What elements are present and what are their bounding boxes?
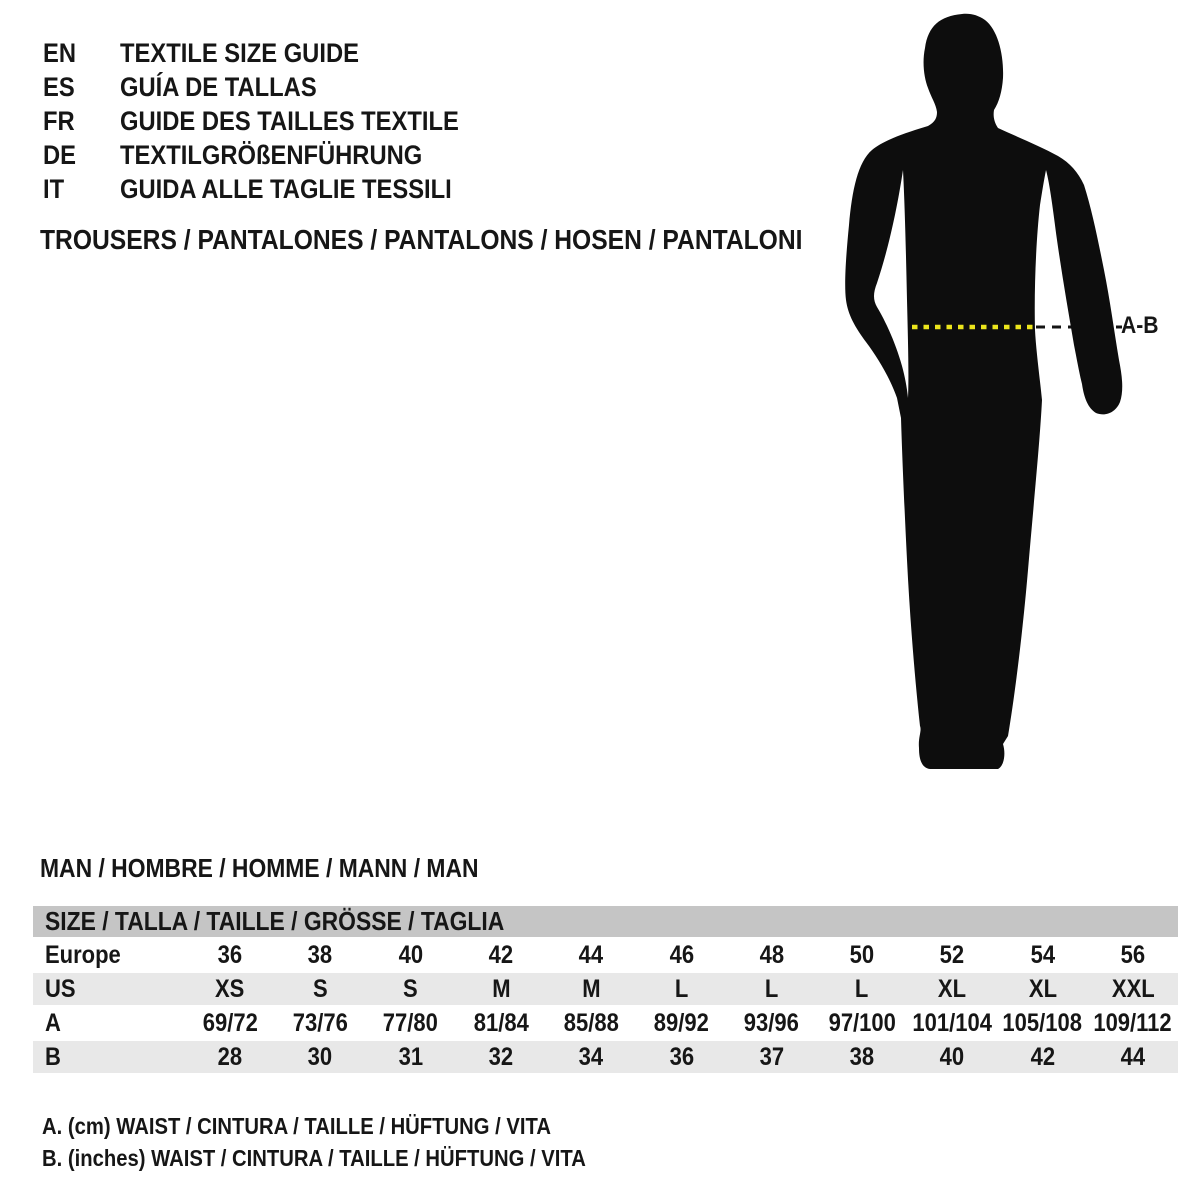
man-silhouette-figure (820, 0, 1200, 800)
table-cell: 54 (1030, 940, 1055, 969)
table-cell: 34 (578, 1042, 604, 1071)
table-cell: 56 (1120, 940, 1146, 969)
table-cell: L (855, 974, 869, 1003)
lang-code: EN (43, 37, 77, 68)
lang-label: TEXTILGRÖßENFÜHRUNG (120, 139, 423, 170)
row-label: Europe (45, 940, 121, 969)
lang-code: FR (43, 105, 75, 136)
waist-measure-label: A-B (1121, 312, 1159, 339)
table-cell: 73/76 (292, 1008, 348, 1037)
table-cell: 46 (669, 940, 694, 969)
table-cell: M (582, 974, 601, 1003)
table-cell: 36 (217, 940, 243, 969)
table-cell: 69/72 (202, 1008, 258, 1037)
lang-label: GUIDE DES TAILLES TEXTILE (120, 105, 459, 136)
man-silhouette (820, 0, 1200, 800)
lang-code: ES (43, 71, 75, 102)
table-cell: 30 (308, 1042, 333, 1071)
lang-item-en (43, 36, 505, 70)
table-row-b-inches (33, 1041, 1178, 1073)
table-cell: 37 (759, 1042, 785, 1071)
table-cell: XL (938, 974, 967, 1003)
table-cell: XXL (1111, 974, 1155, 1003)
table-cell: M (491, 974, 511, 1003)
table-cell: 32 (488, 1042, 514, 1071)
lang-item-es (43, 70, 505, 104)
table-cell: 38 (308, 940, 333, 969)
footnote-a: A. (cm) WAIST / CINTURA / TAILLE / HÜFTUNG / VITA (42, 1112, 551, 1139)
table-row-a-cm (33, 1007, 1178, 1039)
lang-code: IT (43, 173, 65, 204)
row-label: B (45, 1042, 61, 1071)
table-cell: 40 (940, 1042, 965, 1071)
language-guide-list (43, 36, 505, 206)
table-cell: 28 (217, 1042, 243, 1071)
table-cell: 42 (1030, 1042, 1055, 1071)
table-cell: 89/92 (653, 1008, 709, 1037)
table-row-europe (33, 939, 1178, 971)
lang-item-fr (43, 104, 505, 138)
row-label: A (45, 1008, 61, 1037)
table-cell: S (403, 974, 419, 1003)
table-cell: L (674, 974, 689, 1003)
size-table (33, 906, 1178, 1073)
table-cell: 101/104 (912, 1008, 992, 1037)
lang-item-it (43, 172, 505, 206)
table-cell: 44 (578, 940, 604, 969)
footnote-b: B. (inches) WAIST / CINTURA / TAILLE / HÜFTUNG / VITA (42, 1144, 586, 1171)
category-heading: TROUSERS / PANTALONES / PANTALONS / HOSEN / PANTALONI (40, 224, 803, 255)
table-cell: 31 (398, 1042, 423, 1071)
table-cell: XS (215, 974, 245, 1003)
lang-label: TEXTILE SIZE GUIDE (120, 37, 359, 68)
footnotes (42, 1110, 660, 1174)
size-table-header: SIZE / TALLA / TAILLE / GRÖSSE / TAGLIA (33, 906, 1178, 937)
table-cell: 50 (849, 940, 875, 969)
table-cell: 36 (669, 1042, 694, 1071)
table-cell: 93/96 (744, 1008, 800, 1037)
table-cell: 52 (940, 940, 965, 969)
table-row-us (33, 973, 1178, 1005)
table-cell: 77/80 (383, 1008, 439, 1037)
table-cell: 40 (398, 940, 423, 969)
table-cell: 97/100 (828, 1008, 896, 1037)
table-cell: S (313, 974, 328, 1003)
lang-label: GUIDA ALLE TAGLIE TESSILI (120, 173, 452, 204)
lang-code: DE (43, 139, 77, 170)
row-label: US (45, 974, 76, 1003)
table-cell: 38 (849, 1042, 875, 1071)
table-cell: 42 (488, 940, 514, 969)
section-heading: MAN / HOMBRE / HOMME / MANN / MAN (40, 853, 479, 883)
table-cell: 81/84 (473, 1008, 529, 1037)
table-cell: 105/108 (1002, 1008, 1083, 1037)
table-cell: XL (1028, 974, 1057, 1003)
lang-label: GUÍA DE TALLAS (120, 71, 317, 102)
table-cell: 44 (1120, 1042, 1146, 1071)
table-cell: 48 (759, 940, 785, 969)
table-cell: L (765, 974, 779, 1003)
lang-item-de (43, 138, 505, 172)
table-cell: 109/112 (1093, 1008, 1173, 1037)
silhouette-path (845, 14, 1122, 769)
table-cell: 85/88 (563, 1008, 619, 1037)
